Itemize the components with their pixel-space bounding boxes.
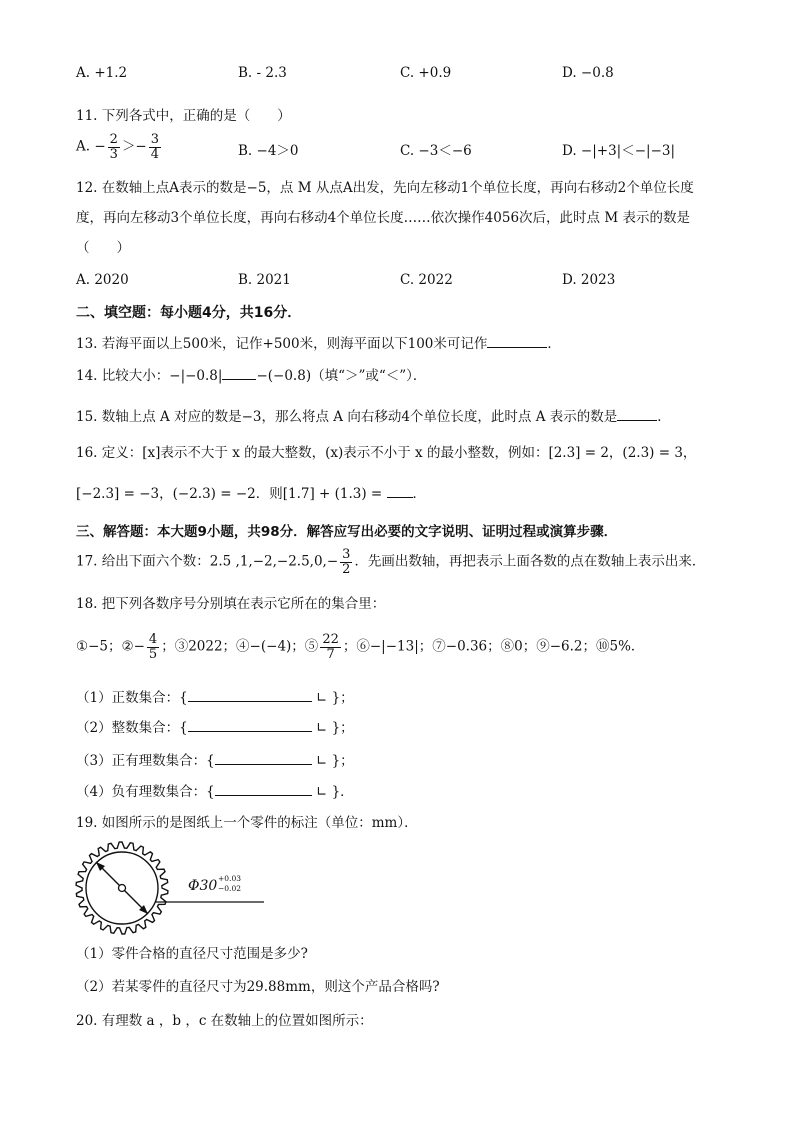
q11-fraction-2 (149, 133, 161, 161)
q10-option-c: C. +0.9 (400, 65, 452, 81)
answer-blank[interactable] (215, 750, 312, 765)
set-close: }； (331, 753, 354, 769)
q11-option-a-mid: ＞− (121, 138, 147, 155)
q16-text: [−2.3] = −3，(−2.3) = −2．则[1.7] + (1.3) = (76, 486, 383, 502)
q11-option-d: D. −|+3|＜−|−3| (562, 143, 676, 159)
q11-option-b: B. −4＞0 (238, 143, 299, 159)
fraction-numerator: 4 (148, 632, 158, 647)
q18-stem: 18. 把下列各数序号分别填在表示它所在的集合里： (76, 596, 386, 612)
q15-text: 15. 数轴上点 A 对应的数是−3，那么将点 A 向右移动4个单位长度，此时点 A 表示的数是 (76, 409, 618, 425)
q17 (76, 548, 705, 576)
q18-fraction-2 (320, 633, 341, 661)
set-close: }． (331, 784, 354, 800)
fraction-denominator: 5 (148, 646, 158, 662)
dimension-label: Φ30 (188, 878, 218, 894)
q19-sub-1: （1）零件合格的直径尺寸范围是多少? (76, 946, 308, 962)
q10-option-d: D. −0.8 (562, 65, 614, 81)
q16-end: ． (412, 486, 427, 502)
answer-blank[interactable] (387, 483, 413, 498)
answer-blank[interactable] (617, 406, 657, 421)
q17-text: 17. 给出下面六个数：2.5 ,1,−2,−2.5,0,− (76, 553, 339, 570)
q12-line-2: 度，再向左移动3个单位长度，再向右移动4个单位长度……依次操作4056次后，此时点 M 表示的数是 (76, 210, 690, 226)
q11-stem: 11. 下列各式中，正确的是（ ） (76, 108, 291, 124)
q19-sub-2: （2）若某零件的直径尺寸为29.88mm，则这个产品合格吗? (76, 979, 440, 995)
set-close: }； (331, 720, 354, 736)
q18-fraction-1 (147, 633, 159, 661)
q18-numbers-part-3: ；⑥−|−13|；⑦−0.36；⑧0；⑨−6.2；⑩5%． (342, 638, 645, 655)
corner-mark: ∟ (315, 720, 328, 736)
set-label: （3）正有理数集合：{ (76, 753, 215, 769)
q18-numbers-part-1: ①−5；②− (76, 638, 145, 655)
answer-blank[interactable] (188, 717, 312, 732)
q20-stem: 20. 有理数 a ，b ，c 在数轴上的位置如图所示： (76, 1013, 373, 1029)
answer-blank[interactable] (222, 365, 256, 380)
q18-set-positive-rational (76, 750, 354, 771)
q17-text-2: ．先画出数轴，再把表示上面各数的点在数轴上表示出来． (354, 553, 706, 570)
q14-text: 14. 比较大小：−|−0.8| (76, 368, 223, 384)
corner-mark: ∟ (315, 690, 328, 706)
set-label: （2）整数集合：{ (76, 720, 188, 736)
fraction-denominator: 2 (342, 561, 351, 577)
q12-line-3: （ ） (76, 240, 130, 256)
q15-end: ． (657, 409, 671, 425)
q18-set-integer (76, 717, 354, 738)
fraction-numerator: 3 (150, 132, 160, 147)
q11-option-a (76, 133, 163, 161)
corner-mark: ∟ (315, 784, 328, 800)
fraction-denominator: 4 (150, 146, 160, 162)
fraction-denominator: 7 (326, 646, 335, 662)
fraction-numerator: 22 (322, 632, 339, 647)
q10-option-b: B. - 2.3 (238, 65, 287, 81)
q12-line-1: 12. 在数轴上点A表示的数是−5，点 M 从点A出发，先向左移动1个单位长度，再向右移动2个单位长度 (76, 180, 694, 196)
center-point (119, 885, 126, 892)
q10-option-a: A. +1.2 (76, 65, 128, 81)
q12-option-b: B. 2021 (238, 272, 291, 288)
q14 (76, 365, 426, 386)
q16-line-1: 16. 定义：[x]表示不大于 x 的最大整数，(x)表示不小于 x 的最小整数，例如：[2.3] = 2，(2.3) = 3， (76, 445, 697, 461)
q12-option-a: A. 2020 (76, 272, 129, 288)
q16-line-2 (76, 483, 426, 504)
section-2-heading: 二、填空题：每小题4分，共16分． (76, 305, 302, 321)
q13 (76, 333, 561, 354)
set-label: （1）正数集合：{ (76, 690, 188, 706)
answer-blank[interactable] (215, 781, 312, 796)
q18-numbers-part-2: ；③2022；④−(−4)；⑤ (161, 638, 319, 655)
set-close: }； (331, 690, 354, 706)
q19-stem: 19. 如图所示的是图纸上一个零件的标注（单位：mm）． (76, 815, 418, 831)
q11-option-c: C. −3＜−6 (400, 143, 472, 159)
q11-fraction-1 (108, 133, 120, 161)
q18-set-positive (76, 687, 354, 708)
q12-option-d: D. 2023 (562, 272, 616, 288)
section-3-heading: 三、解答题：本大题9小题，共98分．解答应写出必要的文字说明、证明过程或演算步骤． (76, 524, 618, 540)
corner-mark: ∟ (315, 753, 328, 769)
fraction-numerator: 2 (109, 132, 118, 147)
tolerance-upper: +0.03 (218, 874, 241, 883)
set-label: （4）负有理数集合：{ (76, 784, 215, 800)
q15 (76, 406, 671, 427)
q12-option-c: C. 2022 (400, 272, 453, 288)
q18-set-negative-rational (76, 781, 354, 802)
answer-blank[interactable] (487, 333, 547, 348)
q18-numbers (76, 633, 644, 661)
answer-blank[interactable] (188, 687, 312, 702)
fraction-denominator: 3 (109, 146, 118, 162)
gear-part-figure (70, 840, 270, 940)
fraction-numerator: 3 (342, 547, 351, 562)
q17-fraction (340, 548, 352, 576)
q11-option-a-prefix: A. − (76, 138, 106, 155)
tolerance-lower: −0.02 (218, 884, 241, 893)
q14-text-2: −(−0.8)（填“＞”或“＜”）． (256, 368, 427, 384)
q13-end: ． (547, 336, 561, 352)
q13-text: 13. 若海平面以上500米，记作+500米，则海平面以下100米可记作 (76, 336, 488, 352)
